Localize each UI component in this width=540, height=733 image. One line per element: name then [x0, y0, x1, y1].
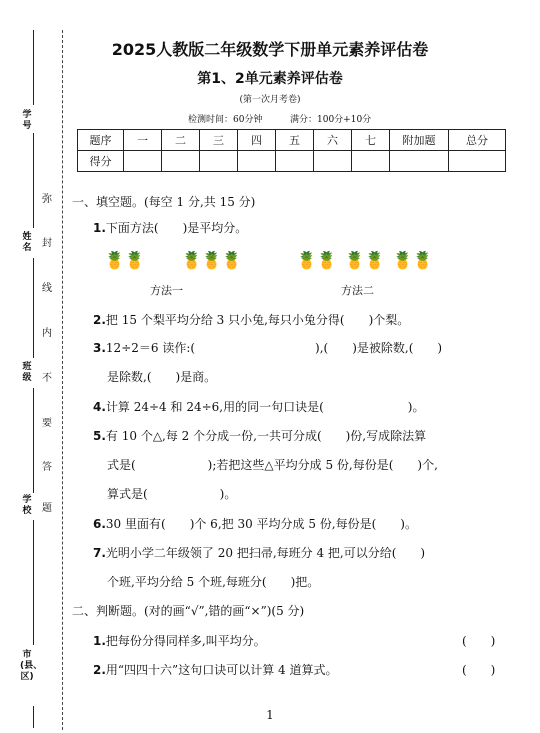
score-table-header-row — [78, 130, 506, 151]
question-number: 6. — [93, 517, 106, 531]
margin-line-5 — [33, 520, 34, 645]
exam-note: (第一次月考卷) — [239, 95, 301, 105]
score-input-cell[interactable] — [124, 151, 162, 172]
method-2-caption: 方法二 — [341, 284, 374, 297]
question-text: 用“四四十六”这句口诀可以计算 4 道算式。 — [105, 663, 338, 677]
question-2 — [93, 311, 409, 328]
question-5 — [93, 427, 426, 444]
score-input-cell[interactable] — [276, 151, 314, 172]
time-label: 检测时间：60分钟 — [188, 115, 263, 125]
question-number: 7. — [93, 546, 106, 560]
score-input-cell[interactable] — [238, 151, 276, 172]
section2-heading: 二、判断题。(对的画“√”,错的画“×”)(5 分) — [72, 604, 305, 618]
question-7 — [93, 544, 425, 561]
pineapple-icon: 🍍🍍🍍 — [181, 251, 242, 271]
margin-label-student-id: 学号 — [22, 110, 32, 131]
score-header-cell: 题序 — [78, 130, 124, 151]
seal-char: 封 — [41, 234, 53, 249]
question-text: 计算 24÷4 和 24÷6,用的同一句口诀是( )。 — [105, 400, 425, 414]
question-3 — [93, 339, 442, 356]
pineapple-icon: 🍍🍍 — [344, 251, 385, 271]
pineapple-icon: 🍍🍍 — [392, 251, 433, 271]
question-text: 把每份分得同样多,叫平均分。 — [105, 634, 266, 648]
score-header-cell: 六 — [314, 130, 352, 151]
margin-label-school: 学校 — [22, 495, 32, 516]
score-table — [77, 129, 506, 172]
margin-label-class: 班级 — [22, 362, 32, 383]
question-text: 12÷2＝6 读作:( ),( )是被除数,( ) — [105, 341, 443, 355]
score-label: 满分：100分+10分 — [290, 115, 372, 125]
margin-line-2 — [33, 133, 34, 228]
score-header-cell: 七 — [352, 130, 390, 151]
question-text: 有 10 个△,每 2 个分成一份,一共可分成( )份,写成除法算 — [105, 429, 427, 443]
question-number: 1. — [93, 634, 106, 648]
margin-label-city: 市(县、区) — [20, 650, 43, 682]
question-5-cont-1: 式是( );若把这些△平均分成 5 份,每份是( )个, — [107, 458, 438, 472]
pineapple-icon: 🍍🍍 — [296, 251, 337, 271]
seal-char: 答 — [41, 458, 53, 473]
question-number: 2. — [93, 663, 106, 677]
paper-title: 2025人教版二年级数学下册单元素养评估卷 — [111, 40, 429, 59]
method-1-caption: 方法一 — [150, 284, 183, 297]
question-number: 4. — [93, 400, 106, 414]
seal-char: 弥 — [41, 190, 53, 205]
score-input-cell[interactable] — [314, 151, 352, 172]
margin-label-name: 姓名 — [22, 232, 32, 253]
section1-heading: 一、填空题。(每空 1 分,共 15 分) — [72, 195, 256, 209]
score-input-cell[interactable] — [390, 151, 449, 172]
page-number: 1 — [266, 708, 274, 722]
question-text: 光明小学二年级领了 20 把扫帚,每班分 4 把,可以分给( ) — [105, 546, 426, 560]
seal-char: 要 — [41, 414, 53, 429]
question-text: 把 15 个梨平均分给 3 只小兔,每只小兔分得( )个梨。 — [105, 313, 410, 327]
question-number: 1. — [93, 221, 106, 235]
question-number: 5. — [93, 429, 106, 443]
score-row-label: 得分 — [78, 151, 124, 172]
score-input-cell[interactable] — [200, 151, 238, 172]
answer-paren[interactable]: ( ) — [462, 663, 496, 677]
seal-char: 内 — [41, 324, 53, 339]
score-header-cell: 四 — [238, 130, 276, 151]
score-input-cell[interactable] — [352, 151, 390, 172]
question-3-cont: 是除数,( )是商。 — [107, 370, 217, 384]
question-6 — [93, 515, 417, 532]
margin-line-4 — [33, 388, 34, 493]
margin-line-3 — [33, 258, 34, 358]
seal-dashed-line — [62, 30, 63, 730]
answer-paren[interactable]: ( ) — [462, 634, 496, 648]
judgement-1 — [93, 632, 266, 649]
question-7-cont: 个班,平均分给 5 个班,每班分( )把。 — [107, 575, 320, 589]
question-1 — [93, 219, 247, 236]
question-text: 下面方法( )是平均分。 — [105, 221, 248, 235]
question-5-cont-2: 算式是( )。 — [107, 487, 237, 501]
score-header-cell: 三 — [200, 130, 238, 151]
question-4 — [93, 398, 424, 415]
score-header-cell: 五 — [276, 130, 314, 151]
judgement-2 — [93, 661, 337, 678]
score-header-cell: 一 — [124, 130, 162, 151]
pineapple-icon: 🍍🍍 — [104, 251, 145, 271]
seal-char: 不 — [41, 369, 53, 384]
score-header-cell: 二 — [162, 130, 200, 151]
score-input-cell[interactable] — [162, 151, 200, 172]
paper-subtitle: 第1、2单元素养评估卷 — [197, 71, 343, 87]
score-input-cell[interactable] — [449, 151, 506, 172]
question-text: 30 里面有( )个 6,把 30 平均分成 5 份,每份是( )。 — [105, 517, 417, 531]
question-number: 3. — [93, 341, 106, 355]
score-header-cell: 附加题 — [390, 130, 449, 151]
score-header-cell: 总分 — [449, 130, 506, 151]
score-table-score-row — [78, 151, 506, 172]
seal-char: 题 — [41, 499, 53, 514]
question-number: 2. — [93, 313, 106, 327]
seal-char: 线 — [41, 279, 53, 294]
